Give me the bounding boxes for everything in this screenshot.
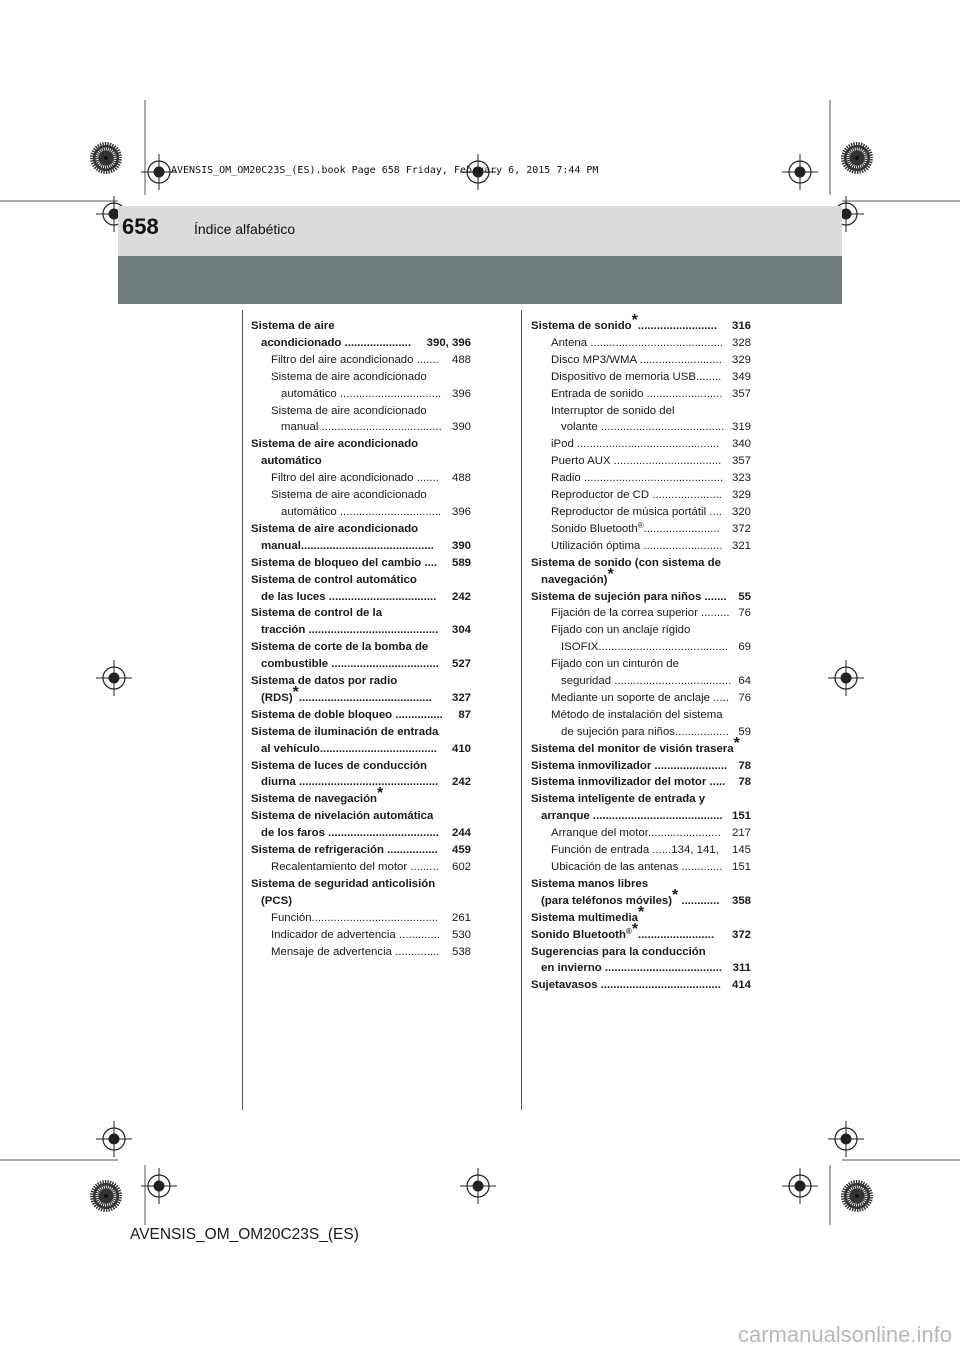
index-term: Sistema inmovilizador ....................... — [531, 759, 728, 772]
index-page-ref: 69 — [738, 641, 751, 654]
index-entry — [531, 487, 751, 504]
page-title: Índice alfabético — [194, 221, 296, 237]
star-icon: * — [607, 565, 614, 583]
index-term: de sujeción para niños................. — [561, 725, 729, 738]
index-entry — [531, 565, 751, 589]
index-term: Dispositivo de memoria USB........ — [551, 370, 722, 383]
index-term: manual ...................................... — [281, 421, 442, 434]
index-term: Interruptor de sonido del — [551, 404, 675, 417]
index-page-ref: 357 — [731, 387, 751, 400]
index-entry — [251, 758, 471, 775]
index-entry — [531, 470, 751, 487]
index-entry — [251, 910, 471, 927]
index-term: Filtro del aire acondicionado ....... — [271, 353, 439, 366]
index-term: Sistema de refrigeración ................ — [251, 844, 438, 857]
index-page-ref: 488 — [451, 353, 471, 366]
index-page-ref: 151 — [731, 810, 751, 823]
index-entry — [531, 622, 751, 639]
header-band-dark — [118, 256, 842, 304]
index-page-ref: 488 — [451, 472, 471, 485]
index-entry — [531, 538, 751, 555]
index-page-ref: 327 — [451, 691, 471, 704]
index-entry — [251, 369, 471, 386]
index-page-ref: 459 — [451, 844, 471, 857]
index-entry — [251, 436, 471, 453]
index-term: automático — [261, 455, 322, 468]
index-page-ref: 538 — [451, 945, 471, 958]
index-entry — [531, 673, 751, 690]
index-entry — [531, 724, 751, 741]
index-entry — [251, 673, 471, 690]
index-page-ref: 64 — [738, 675, 751, 688]
index-entry — [531, 808, 751, 825]
index-term: Sistema de seguridad anticolisión — [251, 877, 436, 890]
left-column-rule — [242, 310, 243, 1110]
index-leader: ........................ — [643, 522, 720, 535]
index-entry — [531, 944, 751, 961]
index-page-ref: 78 — [738, 759, 751, 772]
index-entry — [251, 825, 471, 842]
star-icon: * — [637, 903, 645, 921]
index-page-ref: 372 — [731, 928, 751, 941]
index-term: Sugerencias para la conducción — [531, 945, 706, 958]
index-page-ref: 410 — [451, 742, 471, 755]
footer-code: AVENSIS_OM_OM20C23S_(ES) — [130, 1226, 359, 1243]
index-leader: .......................................... — [298, 691, 432, 704]
index-term: Sistema multimedia — [531, 911, 638, 924]
index-term: Sistema de navegación — [251, 793, 377, 806]
index-entry — [251, 842, 471, 859]
index-entry — [251, 683, 471, 707]
index-page-ref: 320 — [731, 505, 751, 518]
index-entry — [531, 977, 751, 994]
index-entry — [531, 791, 751, 808]
index-term: Fijación de la correa superior ......... — [551, 607, 730, 620]
index-page-ref: 349 — [731, 370, 751, 383]
index-term: Sistema de aire acondicionado — [271, 489, 427, 502]
index-term: en invierno ..................................... — [541, 962, 723, 975]
index-term: Puerto AUX .................................. — [551, 455, 722, 468]
index-term: Sistema de aire acondicionado — [271, 404, 427, 417]
index-term: Sistema de aire acondicionado — [271, 370, 427, 383]
index-term: Disco MP3/WMA .......................... — [551, 353, 722, 366]
index-term: navegación) — [541, 573, 608, 586]
index-term: tracción ......................................... — [261, 624, 439, 637]
index-term: (para teléfonos móviles) — [541, 894, 673, 907]
index-page-ref: 390 — [451, 421, 471, 434]
index-entry — [251, 572, 471, 589]
book-info-line: AVENSIS_OM_OM20C23S_(ES).book Page 658 Friday, February 6, 2015 7:44 PM — [171, 165, 599, 176]
index-entry — [251, 538, 471, 555]
index-leader: ......................... — [637, 320, 718, 332]
index-page-ref: 390, 396 — [426, 336, 471, 349]
index-page-ref: 329 — [731, 489, 751, 502]
index-page-ref: 358 — [731, 894, 751, 907]
index-entry — [251, 318, 471, 335]
index-entry — [531, 758, 751, 775]
index-entry — [531, 842, 751, 859]
index-term: Filtro del aire acondicionado ....... — [271, 472, 439, 485]
index-page-ref: 261 — [451, 911, 471, 924]
index-page-ref: 76 — [738, 607, 751, 620]
index-term: manual.......................................... — [261, 539, 434, 552]
index-term: acondicionado ..................... — [261, 336, 411, 349]
index-page-ref: 396 — [451, 387, 471, 400]
index-page-ref: 328 — [731, 336, 751, 349]
index-term: diurna ............................................ — [261, 776, 439, 789]
index-entry — [251, 487, 471, 504]
index-entry — [251, 639, 471, 656]
index-entry — [251, 335, 471, 352]
index-term: Sistema de datos por radio — [251, 675, 398, 688]
index-entry — [531, 825, 751, 842]
index-page-ref: 396 — [451, 505, 471, 518]
index-term: Sistema de control de la — [251, 607, 383, 620]
index-term: seguridad ..................................... — [561, 675, 732, 688]
index-term: (RDS) — [261, 691, 293, 704]
index-entry — [531, 419, 751, 436]
index-page-ref: 530 — [451, 928, 471, 941]
index-page-ref: 59 — [738, 725, 751, 738]
index-term: Sistema de sujeción para niños ....... — [531, 590, 727, 603]
index-entry — [251, 622, 471, 639]
index-column-right — [531, 312, 751, 994]
index-entry — [251, 876, 471, 893]
index-term: Sonido Bluetooth — [551, 522, 638, 535]
index-page-ref: 145 — [731, 844, 751, 857]
index-entry — [531, 453, 751, 470]
index-page-ref: 329 — [731, 353, 751, 366]
index-term: automático ................................ — [281, 387, 442, 400]
index-term: ISOFIX......................................... — [561, 641, 729, 654]
index-term: Sistema de doble bloqueo ............... — [251, 708, 443, 721]
index-page-ref: 357 — [731, 455, 751, 468]
index-term: Antena .......................................... — [551, 336, 724, 349]
index-entry — [251, 521, 471, 538]
index-page-ref: 319 — [731, 421, 751, 434]
index-entry — [251, 605, 471, 622]
index-entry — [251, 470, 471, 487]
index-term: Radio ............................................ — [551, 472, 724, 485]
index-entry — [531, 589, 751, 606]
index-entry — [531, 521, 751, 538]
index-leader: ........................ — [638, 928, 714, 941]
index-entry — [531, 734, 751, 758]
index-entry — [251, 893, 471, 910]
index-term: de los faros ................................... — [261, 827, 439, 840]
index-page-ref: 414 — [731, 979, 751, 992]
index-page-ref: 323 — [731, 472, 751, 485]
index-entry — [531, 690, 751, 707]
star-icon: * — [672, 886, 679, 904]
index-entry — [531, 656, 751, 673]
right-column-rule — [521, 310, 522, 1110]
index-term: Sistema de sonido — [531, 320, 632, 332]
star-icon: * — [376, 785, 384, 803]
index-entry — [251, 419, 471, 436]
index-term: Recalentamiento del motor ......... — [271, 861, 439, 873]
index-entry — [531, 960, 751, 977]
index-term: Indicador de advertencia ............. — [271, 928, 441, 941]
index-page-ref: 527 — [451, 658, 471, 671]
index-term: Sistema de nivelación automática — [251, 810, 434, 823]
index-term: arranque ......................................... — [541, 810, 723, 823]
index-entry — [531, 436, 751, 453]
index-term: automático ................................ — [281, 505, 442, 518]
index-entry — [531, 312, 751, 335]
page-number: 658 — [122, 214, 159, 239]
index-term: de las luces .................................. — [261, 590, 437, 603]
index-term: Arranque del motor....................... — [551, 827, 721, 840]
index-entry — [531, 555, 751, 572]
index-page-ref: 340 — [731, 438, 751, 451]
index-leader: ............ — [678, 894, 720, 907]
index-page-ref: 602 — [451, 861, 471, 873]
index-term: Sistema de aire acondicionado — [251, 438, 419, 451]
index-page-ref: 151 — [731, 861, 751, 873]
index-term: Mensaje de advertencia .............. — [271, 945, 440, 958]
index-page-ref: 316 — [731, 320, 751, 332]
index-term: Sistema de bloqueo del cambio .... — [251, 556, 438, 569]
index-entry — [251, 785, 471, 808]
index-term: Sistema de control automático — [251, 573, 417, 586]
index-page-ref: 55 — [738, 590, 751, 603]
watermark: carmanualsonline.info — [737, 1322, 952, 1347]
index-term: iPod ............................................. — [551, 438, 720, 451]
index-page-ref: 76 — [738, 691, 751, 704]
index-page-ref: 87 — [458, 708, 471, 721]
index-entry — [531, 386, 751, 403]
index-term: Sistema de luces de conducción — [251, 759, 427, 772]
index-entry — [531, 903, 751, 927]
index-term: Sistema de corte de la bomba de — [251, 641, 429, 654]
index-term: Fijado con un anclaje rígido — [551, 624, 691, 637]
index-entry — [251, 707, 471, 724]
index-entry — [251, 741, 471, 758]
index-entry — [251, 453, 471, 470]
index-entry — [251, 859, 471, 876]
index-page-ref: 372 — [731, 522, 751, 535]
index-term: Función........................................ — [271, 911, 439, 924]
index-term: Sistema de sonido (con sistema de — [531, 556, 721, 569]
index-entry — [251, 352, 471, 369]
index-entry — [251, 808, 471, 825]
index-page-ref: 217 — [731, 827, 751, 840]
index-page-ref: 78 — [738, 776, 751, 789]
index-term: Método de instalación del sistema — [551, 708, 723, 721]
index-entry — [531, 707, 751, 724]
index-page-ref: 304 — [451, 624, 471, 637]
index-entry — [531, 876, 751, 893]
index-entry — [251, 504, 471, 521]
index-entry — [251, 555, 471, 572]
star-icon: * — [631, 920, 639, 938]
index-term: combustible .................................. — [261, 658, 439, 671]
index-term: volante ....................................... — [561, 421, 725, 434]
index-entry — [531, 859, 751, 876]
index-term: Sistema del monitor de visión trasera — [531, 742, 734, 755]
index-entry — [251, 774, 471, 791]
registered-mark: ® — [637, 520, 644, 530]
index-entry — [531, 504, 751, 521]
index-entry — [531, 774, 751, 791]
index-entry — [251, 927, 471, 944]
index-term: Sujetavasos ...................................... — [531, 979, 721, 992]
index-term: Entrada de sonido ........................ — [551, 387, 723, 400]
index-entry — [531, 352, 751, 369]
index-column-left — [251, 318, 471, 960]
index-term: al vehículo..................................... — [261, 742, 437, 755]
index-page-ref: 321 — [731, 539, 751, 552]
index-entry — [531, 920, 751, 944]
index-term: Sistema de aire — [251, 320, 335, 332]
index-entry — [251, 386, 471, 403]
index-entry — [531, 639, 751, 656]
index-term: Utilización óptima ......................... — [551, 539, 723, 552]
index-entry — [251, 724, 471, 741]
index-term: Ubicación de las antenas ............. — [551, 861, 723, 873]
index-page-ref: 311 — [732, 962, 751, 975]
index-entry — [531, 605, 751, 622]
index-page-ref: 589 — [451, 556, 471, 569]
star-icon: * — [733, 734, 740, 752]
index-term: Sistema inmovilizador del motor ..... — [531, 776, 726, 789]
index-page-ref: 242 — [451, 776, 471, 789]
index-entry — [531, 335, 751, 352]
index-term: Función de entrada ......134, 141, — [551, 844, 719, 857]
index-entry — [251, 656, 471, 673]
index-term: Sistema inteligente de entrada y — [531, 793, 706, 806]
index-term: Sistema manos libres — [531, 877, 649, 890]
index-term: Sistema de iluminación de entrada — [251, 725, 439, 738]
index-term: Sonido Bluetooth — [531, 928, 626, 941]
index-term: (PCS) — [261, 894, 293, 907]
index-term: Reproductor de CD ...................... — [551, 489, 722, 502]
index-term: Fijado con un cinturón de — [551, 658, 679, 671]
index-page-ref: 242 — [451, 590, 471, 603]
star-icon: * — [292, 683, 299, 701]
index-term: Sistema de aire acondicionado — [251, 522, 419, 535]
index-entry — [251, 403, 471, 420]
index-entry — [251, 589, 471, 606]
index-page-ref: 390 — [451, 539, 471, 552]
index-page-ref: 244 — [451, 827, 471, 840]
index-entry — [531, 369, 751, 386]
star-icon: * — [631, 312, 638, 329]
index-term: Mediante un soporte de anclaje ..... — [551, 691, 729, 704]
index-entry — [531, 403, 751, 420]
index-term: Reproductor de música portátil .... — [551, 505, 722, 518]
index-entry — [251, 944, 471, 961]
registered-mark: ® — [625, 926, 632, 936]
